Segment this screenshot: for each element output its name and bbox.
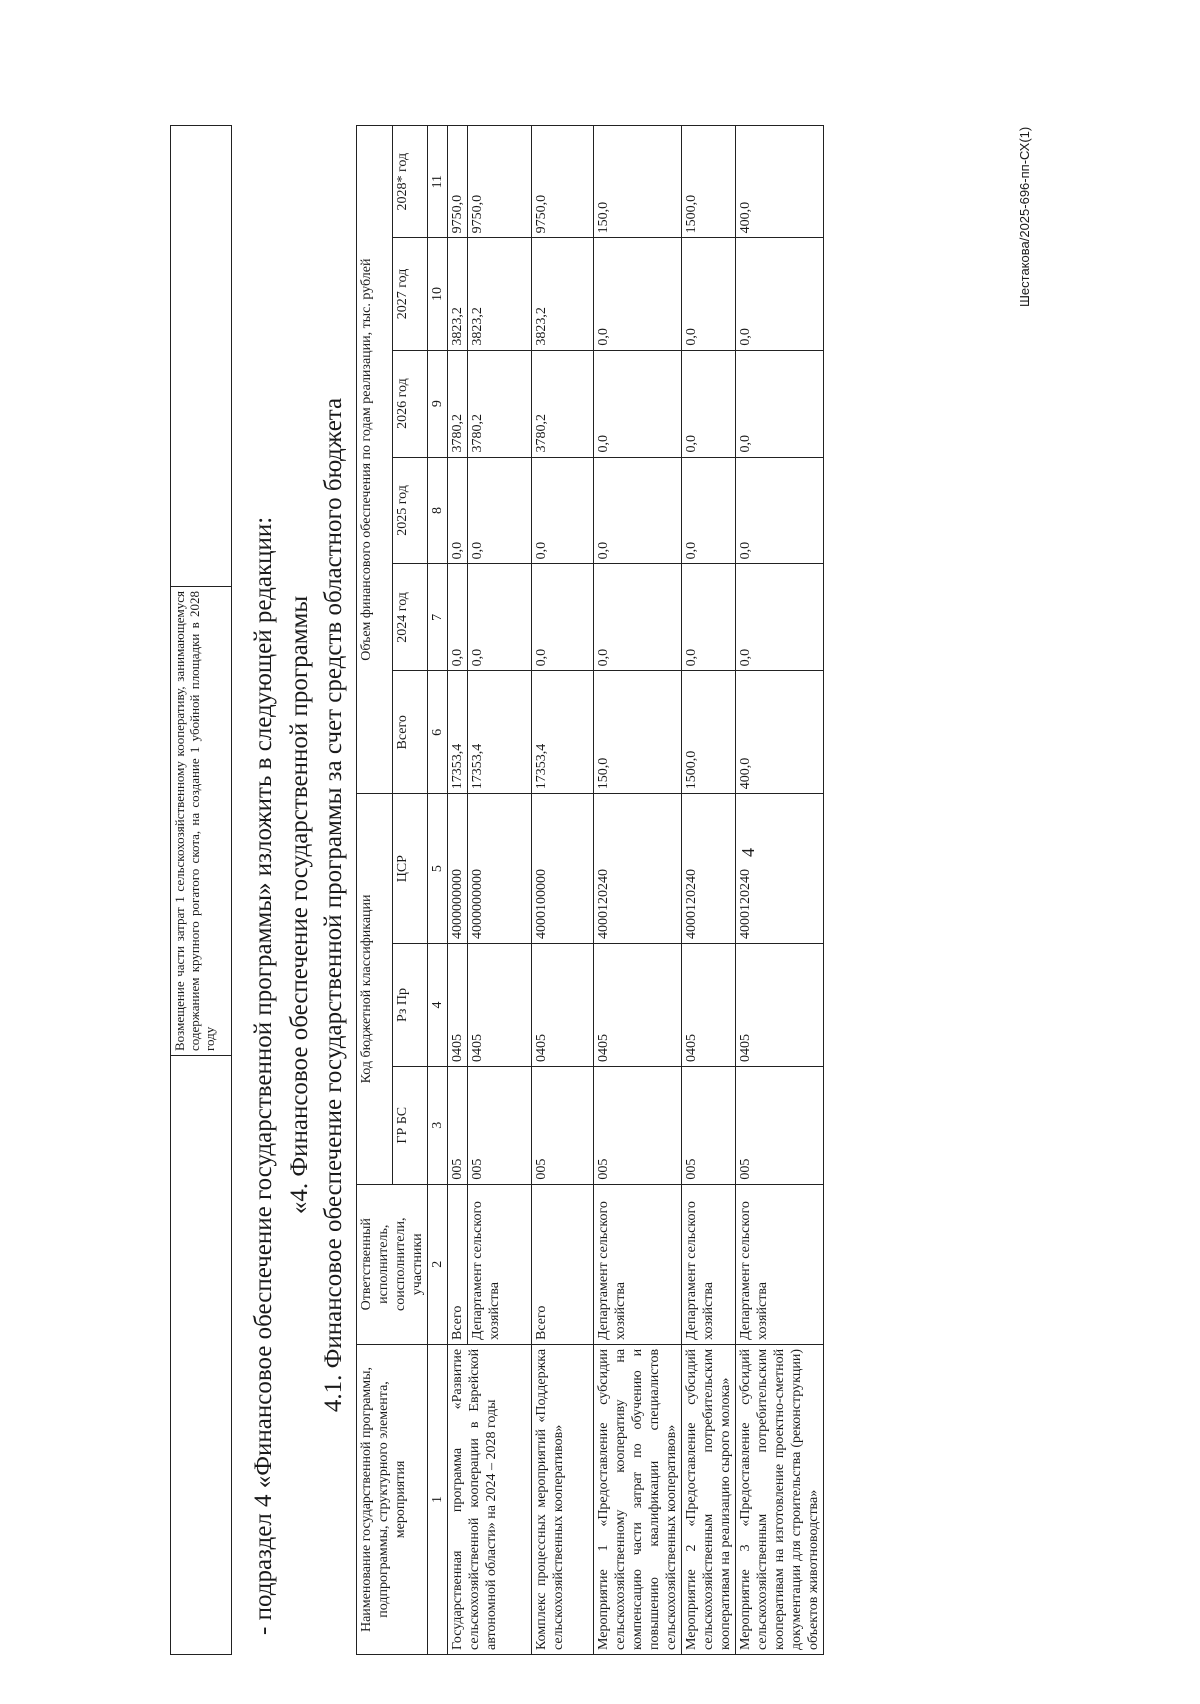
header-2028: 2028* год bbox=[392, 126, 428, 238]
row-2027: 3823,2 bbox=[448, 238, 468, 350]
row-grbs: 005 bbox=[468, 1066, 532, 1184]
row-total: 17353,4 bbox=[532, 671, 594, 794]
intro-text: - подраздел 4 «Финансовое обеспечение государственной программы» изложить в следующей редакции: bbox=[250, 516, 277, 1635]
col-number: 5 bbox=[428, 794, 448, 944]
header-2027: 2027 год bbox=[392, 238, 428, 350]
col-number: 9 bbox=[428, 350, 448, 457]
row-csr: 4000120240 bbox=[682, 794, 736, 944]
row-grbs: 005 bbox=[682, 1066, 736, 1184]
row-rzpr: 0405 bbox=[448, 944, 468, 1067]
row-total: 150,0 bbox=[594, 671, 682, 794]
row-grbs: 005 bbox=[594, 1066, 682, 1184]
row-executor: Всего bbox=[448, 1184, 468, 1344]
row-csr: 4000000000 bbox=[448, 794, 468, 944]
row-name: Мероприятие 1 «Предоставление субсидии сельскохозяйственному кооперативу на компенсацию части затрат по обучению и повышению квалификации специалистов сельскохозяйственных кооперативов» bbox=[594, 1344, 682, 1654]
row-csr: 4000120240 bbox=[594, 794, 682, 944]
header-executor: Ответственный исполнитель, соисполнители, участники bbox=[357, 1184, 428, 1344]
row-grbs: 005 bbox=[448, 1066, 468, 1184]
row-csr: 4000100000 bbox=[532, 794, 594, 944]
page-number: 4 bbox=[738, 848, 758, 857]
row-executor: Департамент сельского хозяйства bbox=[736, 1184, 824, 1344]
row-executor: Департамент сельского хозяйства bbox=[468, 1184, 532, 1344]
prev-row-empty-cell bbox=[171, 1056, 232, 1655]
col-number: 3 bbox=[428, 1066, 448, 1184]
col-number: 8 bbox=[428, 457, 448, 564]
header-volume-group: Объем финансового обеспечения по годам реализации, тыс. рублей bbox=[357, 126, 393, 794]
table-row bbox=[594, 126, 682, 1655]
row-name: Мероприятие 3 «Предоставление субсидий сельскохозяйственным потребительским кооперативам на изготовление проектно-сметной документации для строительства (реконструкции) объектов животноводства» bbox=[736, 1344, 824, 1654]
row-2028: 400,0 bbox=[736, 126, 824, 238]
row-2026: 0,0 bbox=[594, 350, 682, 457]
row-2027: 0,0 bbox=[682, 238, 736, 350]
subsection-heading: 4.1. Финансовое обеспечение государственной программы за счет средств областного бюджета bbox=[320, 397, 347, 1413]
row-rzpr: 0405 bbox=[682, 944, 736, 1067]
row-2025: 0,0 bbox=[468, 457, 532, 564]
row-2026: 0,0 bbox=[736, 350, 824, 457]
header-grbs: ГР БС bbox=[392, 1066, 428, 1184]
row-grbs: 005 bbox=[736, 1066, 824, 1184]
previous-table-fragment bbox=[170, 125, 232, 1655]
row-total: 17353,4 bbox=[468, 671, 532, 794]
col-number: 7 bbox=[428, 564, 448, 671]
finance-table bbox=[356, 125, 824, 1655]
header-total: Всего bbox=[392, 671, 428, 794]
row-2024: 0,0 bbox=[532, 564, 594, 671]
row-name: Комплекс процессных мероприятий «Поддержка сельскохозяйственных кооперативов» bbox=[532, 1344, 594, 1654]
prev-row-empty-cell bbox=[171, 126, 232, 587]
col-number: 10 bbox=[428, 238, 448, 350]
row-csr: 4000120240 bbox=[736, 794, 824, 944]
col-number: 4 bbox=[428, 944, 448, 1067]
table-row bbox=[736, 126, 824, 1655]
row-2025: 0,0 bbox=[532, 457, 594, 564]
row-2025: 0,0 bbox=[448, 457, 468, 564]
col-number: 11 bbox=[428, 126, 448, 238]
row-2027: 3823,2 bbox=[532, 238, 594, 350]
section-heading: «4. Финансовое обеспечение государственной программы bbox=[286, 595, 313, 1215]
row-2026: 3780,2 bbox=[468, 350, 532, 457]
row-2028: 9750,0 bbox=[532, 126, 594, 238]
col-number: 6 bbox=[428, 671, 448, 794]
row-total: 17353,4 bbox=[448, 671, 468, 794]
header-2024: 2024 год bbox=[392, 564, 428, 671]
col-number: 1 bbox=[428, 1344, 448, 1654]
prev-row-text: Возмещение части затрат 1 сельскохозяйственному кооперативу, занимающемуся содержанием крупного рогатого скота, на создание 1 убойной площадки в 2028 году bbox=[171, 587, 232, 1056]
row-2027: 0,0 bbox=[594, 238, 682, 350]
row-2027: 0,0 bbox=[736, 238, 824, 350]
row-2028: 150,0 bbox=[594, 126, 682, 238]
header-rzpr: Рз Пр bbox=[392, 944, 428, 1067]
row-2024: 0,0 bbox=[448, 564, 468, 671]
row-total: 1500,0 bbox=[682, 671, 736, 794]
row-2024: 0,0 bbox=[594, 564, 682, 671]
row-executor: Всего bbox=[532, 1184, 594, 1344]
row-2025: 0,0 bbox=[682, 457, 736, 564]
row-2026: 3780,2 bbox=[448, 350, 468, 457]
header-2026: 2026 год bbox=[392, 350, 428, 457]
document-reference: Шестакова/2025-696-пп-СХ(1) bbox=[1017, 126, 1032, 307]
row-2028: 9750,0 bbox=[448, 126, 468, 238]
row-rzpr: 0405 bbox=[736, 944, 824, 1067]
header-name: Наименование государственной программы, подпрограммы, структурного элемента, мероприятия bbox=[357, 1344, 428, 1654]
row-rzpr: 0405 bbox=[468, 944, 532, 1067]
row-rzpr: 0405 bbox=[594, 944, 682, 1067]
row-2024: 0,0 bbox=[468, 564, 532, 671]
row-2024: 0,0 bbox=[736, 564, 824, 671]
header-code-group: Код бюджетной классификации bbox=[357, 794, 393, 1184]
row-2028: 9750,0 bbox=[468, 126, 532, 238]
col-number: 2 bbox=[428, 1184, 448, 1344]
row-rzpr: 0405 bbox=[532, 944, 594, 1067]
table-row bbox=[532, 126, 594, 1655]
row-executor: Департамент сельского хозяйства bbox=[682, 1184, 736, 1344]
row-csr: 4000000000 bbox=[468, 794, 532, 944]
row-2026: 0,0 bbox=[682, 350, 736, 457]
row-total: 400,0 bbox=[736, 671, 824, 794]
row-2025: 0,0 bbox=[594, 457, 682, 564]
row-2028: 1500,0 bbox=[682, 126, 736, 238]
row-2024: 0,0 bbox=[682, 564, 736, 671]
row-2026: 3780,2 bbox=[532, 350, 594, 457]
header-2025: 2025 год bbox=[392, 457, 428, 564]
row-name: Государственная программа «Развитие сельскохозяйственной кооперации в Еврейской автономной области» на 2024 – 2028 годы bbox=[448, 1344, 532, 1654]
row-executor: Департамент сельского хозяйства bbox=[594, 1184, 682, 1344]
header-csr: ЦСР bbox=[392, 794, 428, 944]
table-row bbox=[682, 126, 736, 1655]
row-grbs: 005 bbox=[532, 1066, 594, 1184]
row-2027: 3823,2 bbox=[468, 238, 532, 350]
row-name: Мероприятие 2 «Предоставление субсидий сельскохозяйственным потребительским кооперативам на реализацию сырого молока» bbox=[682, 1344, 736, 1654]
rotated-landscape-content bbox=[170, 75, 1200, 1655]
table-row bbox=[448, 126, 468, 1655]
row-2025: 0,0 bbox=[736, 457, 824, 564]
